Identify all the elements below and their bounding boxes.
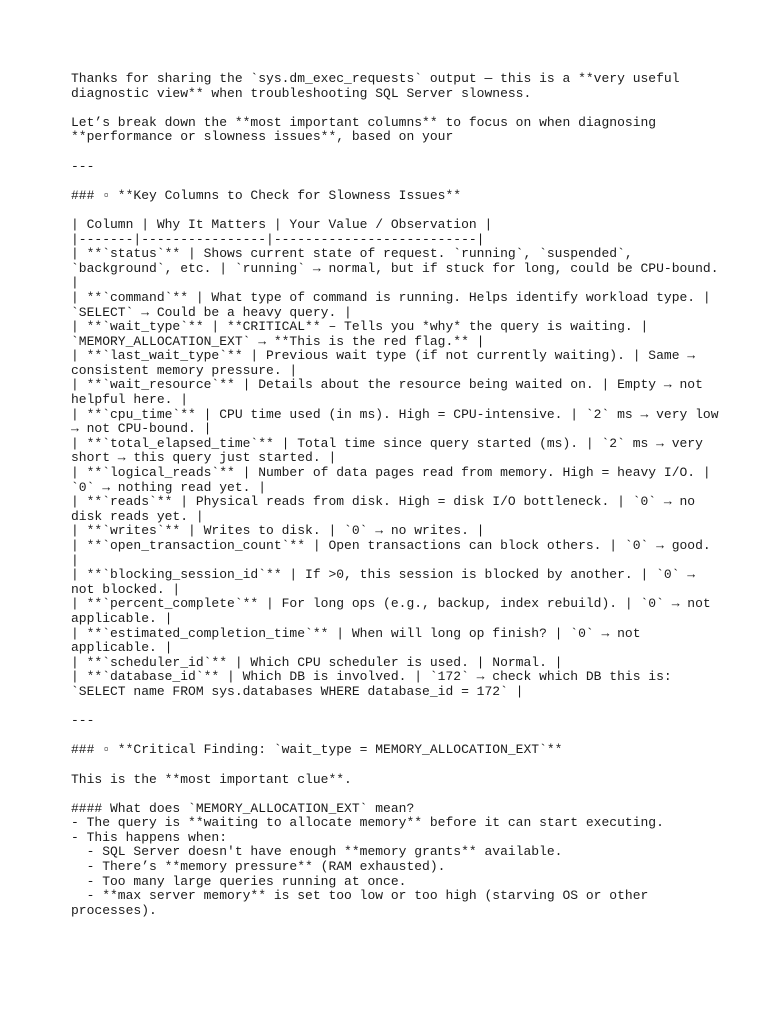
bullet-item: - The query is **waiting to allocate memory** before it can start executing. bbox=[71, 815, 664, 831]
blank-line bbox=[71, 101, 711, 116]
table-row: | **`blocking_session_id`** | If >0, this session is blocked by another. | `0` → bbox=[71, 567, 696, 583]
table-row: not blocked. | bbox=[71, 581, 181, 597]
table-header-row: | Column | Why It Matters | Your Value / Observation | bbox=[71, 216, 493, 232]
text-line: **performance or slowness issues**, based on your bbox=[71, 129, 454, 145]
table-row: | **`cpu_time`** | CPU time used (in ms). High = CPU-intensive. | `2` ms → very low bbox=[71, 406, 719, 422]
table-row: consistent memory pressure. | bbox=[71, 362, 298, 378]
text-line: diagnostic view** when troubleshooting SQL Server slowness. bbox=[71, 85, 532, 101]
bullet-item: - **max server memory** is set too low or too high (starving OS or other bbox=[71, 888, 649, 904]
table-row: `MEMORY_ALLOCATION_EXT` → **This is the red flag.** | bbox=[71, 333, 485, 349]
bullet-item: - This happens when: bbox=[71, 829, 228, 845]
table-row: → not CPU-bound. | bbox=[71, 421, 212, 437]
bullet-item: - Too many large queries running at once. bbox=[71, 873, 407, 889]
table-row: | **`status`** | Shows current state of request. `running`, `suspended`, bbox=[71, 246, 633, 262]
text-line: Let’s break down the **most important columns** to focus on when diagnosing bbox=[71, 114, 657, 130]
blank-line bbox=[71, 203, 711, 218]
table-row: | **`wait_type`** | **CRITICAL** – Tells you *why* the query is waiting. | bbox=[71, 319, 649, 335]
section-heading: ### ▫ **Critical Finding: `wait_type = MEMORY_ALLOCATION_EXT`** bbox=[71, 742, 563, 758]
table-row: | **`last_wait_type`** | Previous wait type (if not currently waiting). | Same → bbox=[71, 348, 696, 364]
blank-line bbox=[71, 729, 711, 744]
table-row: helpful here. | bbox=[71, 392, 189, 408]
table-row: | **`command`** | What type of command is running. Helps identify workload type. | bbox=[71, 289, 711, 305]
table-row: | **`reads`** | Physical reads from disk. High = disk I/O bottleneck. | `0` → no bbox=[71, 494, 696, 510]
table-row: disk reads yet. | bbox=[71, 508, 204, 524]
blank-line bbox=[71, 700, 711, 715]
table-separator-row: |-------|----------------|--------------------------| bbox=[71, 231, 485, 247]
table-row: | **`open_transaction_count`** | Open transactions can block others. | `0` → good. bbox=[71, 538, 711, 553]
table-row: | **`logical_reads`** | Number of data pages read from memory. High = heavy I/O. | bbox=[71, 465, 711, 481]
blank-line bbox=[71, 145, 711, 160]
bullet-item: processes). bbox=[71, 902, 157, 918]
table-row: | **`database_id`** | Which DB is involved. | `172` → check which DB this is: bbox=[71, 669, 672, 685]
table-row: | **`writes`** | Writes to disk. | `0` → no writes. | bbox=[71, 523, 485, 539]
table-row: | **`wait_resource`** | Details about the resource being waited on. | Empty → not bbox=[71, 377, 703, 393]
table-row: | bbox=[71, 552, 79, 568]
horizontal-rule-text: --- bbox=[71, 713, 95, 729]
section-heading: ### ▫ **Key Columns to Check for Slowness Issues** bbox=[71, 187, 462, 203]
horizontal-rule-text: --- bbox=[71, 158, 95, 174]
table-row: applicable. | bbox=[71, 610, 173, 626]
table-row: short → this query just started. | bbox=[71, 450, 337, 466]
text-line: Thanks for sharing the `sys.dm_exec_requests` output — this is a **very useful bbox=[71, 71, 680, 86]
blank-line bbox=[71, 758, 711, 773]
table-row: | **`estimated_completion_time`** | When will long op finish? | `0` → not bbox=[71, 625, 641, 641]
table-row: | **`scheduler_id`** | Which CPU scheduler is used. | Normal. | bbox=[71, 654, 563, 670]
table-row: applicable. | bbox=[71, 640, 173, 656]
table-row: | **`percent_complete`** | For long ops (e.g., backup, index rebuild). | `0` → not bbox=[71, 596, 711, 612]
document-body bbox=[71, 71, 719, 918]
blank-line bbox=[71, 787, 711, 802]
blank-line bbox=[71, 174, 711, 189]
table-row: | **`total_elapsed_time`** | Total time since query started (ms). | `2` ms → very bbox=[71, 435, 703, 451]
text-line: This is the **most important clue**. bbox=[71, 771, 352, 787]
table-row: `SELECT` → Could be a heavy query. | bbox=[71, 304, 352, 320]
bullet-item: - There’s **memory pressure** (RAM exhausted). bbox=[71, 859, 446, 875]
bullet-item: - SQL Server doesn't have enough **memory grants** available. bbox=[71, 844, 563, 860]
table-row: | bbox=[71, 275, 79, 291]
table-row: `background`, etc. | `running` → normal, but if stuck for long, could be CPU-bound. bbox=[71, 260, 719, 276]
table-row: `0` → nothing read yet. | bbox=[71, 479, 267, 495]
table-row: `SELECT name FROM sys.databases WHERE database_id = 172` | bbox=[71, 683, 524, 699]
subsection-heading: #### What does `MEMORY_ALLOCATION_EXT` mean? bbox=[71, 800, 415, 816]
